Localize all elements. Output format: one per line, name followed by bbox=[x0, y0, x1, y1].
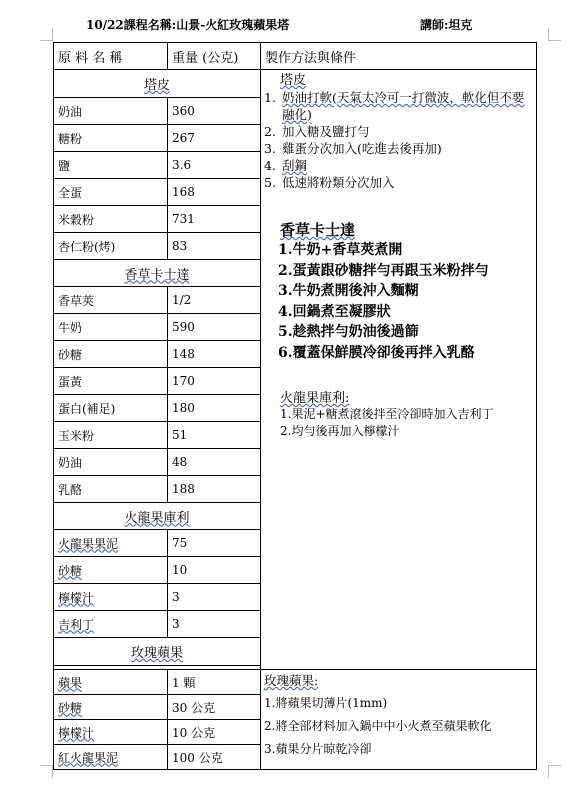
apple-step: 2.將全部材料加入鍋中中小火煮至蘋果軟化 bbox=[264, 719, 492, 733]
custard-step: 1.牛奶+香草莢煮開 bbox=[278, 242, 403, 258]
ingredient-name: 全蛋 bbox=[54, 179, 168, 206]
ingredient-name: 鹽 bbox=[54, 152, 168, 179]
recipe-table bbox=[53, 42, 537, 770]
crust-step: 5. 低速將粉類分次加入 bbox=[264, 175, 395, 190]
coulis-step: 2.均勻後再加入檸檬汁 bbox=[280, 424, 400, 438]
apple-title: 玫瑰蘋果: bbox=[264, 673, 319, 688]
section-title-custard: 香草卡士達 bbox=[54, 260, 261, 287]
ingredient-name: 乳酪 bbox=[54, 476, 168, 503]
apple-step: 3.蘋果分片晾乾冷卻 bbox=[264, 742, 372, 756]
ingredient-weight: 180 bbox=[168, 395, 261, 422]
crust-title: 塔皮 bbox=[280, 73, 307, 88]
margin-mark-bottom-right bbox=[548, 765, 561, 778]
ingredient-weight: 1 顆 bbox=[168, 670, 261, 695]
teacher-name: 講師:坦克 bbox=[420, 18, 473, 32]
custard-title: 香草卡士達 bbox=[280, 221, 356, 239]
ingredient-weight: 75 bbox=[168, 530, 261, 557]
ingredient-name: 砂糖 bbox=[54, 341, 168, 368]
crust-step: 1. 奶油打軟(天氣太冷可一打微波，軟化但不要融化) bbox=[264, 90, 525, 122]
ingredient-weight: 3.6 bbox=[168, 152, 261, 179]
crust-step: 3. 雞蛋分次加入(吃進去後再加) bbox=[264, 141, 442, 156]
apple-step: 1.將蘋果切薄片(1mm) bbox=[264, 696, 388, 710]
margin-mark-top-right bbox=[548, 28, 561, 41]
ingredient-name: 蘋果 bbox=[54, 670, 168, 695]
ingredient-weight: 30 公克 bbox=[168, 695, 261, 720]
margin-mark-bottom-left bbox=[40, 765, 53, 778]
ingredient-weight: 590 bbox=[168, 314, 261, 341]
ingredient-name: 香草莢 bbox=[54, 287, 168, 314]
custard-step: 3.牛奶煮開後沖入麵糊 bbox=[278, 283, 419, 299]
ingredient-name: 吉利丁 bbox=[54, 611, 168, 638]
ingredient-name: 檸檬汁 bbox=[54, 584, 168, 611]
section-title-rose-apple: 玫瑰蘋果 bbox=[54, 638, 261, 666]
ingredient-name: 玉米粉 bbox=[54, 422, 168, 449]
ingredient-name: 牛奶 bbox=[54, 314, 168, 341]
ingredient-name: 砂糖 bbox=[54, 557, 168, 584]
ingredient-name: 杏仁粉(烤) bbox=[54, 233, 168, 260]
ingredient-weight: 3 bbox=[168, 611, 261, 638]
custard-step: 4.回鍋煮至凝膠狀 bbox=[278, 303, 391, 320]
custard-step: 6.覆蓋保鮮膜冷卻後再拌入乳酪 bbox=[278, 344, 475, 361]
ingredient-weight: 3 bbox=[168, 584, 261, 611]
ingredient-weight: 170 bbox=[168, 368, 261, 395]
ingredient-name: 米穀粉 bbox=[54, 206, 168, 233]
ingredient-weight: 1/2 bbox=[168, 287, 261, 314]
ingredient-weight: 148 bbox=[168, 341, 261, 368]
ingredient-name: 糖粉 bbox=[54, 125, 168, 152]
coulis-step: 1.果泥+糖煮滾後拌至冷卻時加入吉利丁 bbox=[280, 407, 494, 421]
method-cell bbox=[261, 70, 537, 670]
ingredient-weight: 10 公克 bbox=[168, 720, 261, 745]
coulis-title: 火龍果庫利: bbox=[280, 391, 350, 406]
ingredient-weight: 731 bbox=[168, 206, 261, 233]
ingredient-name: 火龍果果泥 bbox=[54, 530, 168, 557]
ingredient-weight: 48 bbox=[168, 449, 261, 476]
ingredient-weight: 10 bbox=[168, 557, 261, 584]
ingredient-weight: 100 公克 bbox=[168, 745, 261, 770]
ingredient-weight: 360 bbox=[168, 98, 261, 125]
header-weight: 重量 (公克) bbox=[168, 43, 261, 70]
ingredient-name: 奶油 bbox=[54, 98, 168, 125]
apple-method-cell bbox=[261, 670, 537, 770]
ingredient-weight: 83 bbox=[168, 233, 261, 260]
ingredient-name: 砂糖 bbox=[54, 695, 168, 720]
ingredient-name: 奶油 bbox=[54, 449, 168, 476]
crust-step: 2. 加入糖及鹽打勻 bbox=[264, 124, 370, 139]
ingredient-weight: 168 bbox=[168, 179, 261, 206]
custard-step: 2.蛋黃跟砂糖拌勻再跟玉米粉拌勻 bbox=[278, 262, 489, 279]
header-method: 製作方法與條件 bbox=[261, 43, 537, 70]
ingredient-weight: 267 bbox=[168, 125, 261, 152]
course-title: 10/22課程名稱:山景-火紅玫瑰蘋果塔 bbox=[86, 18, 290, 32]
section-title-coulis: 火龍果庫利 bbox=[54, 503, 261, 530]
ingredient-weight: 51 bbox=[168, 422, 261, 449]
section-title-crust: 塔皮 bbox=[54, 70, 261, 98]
crust-step: 4. 刮鋼 bbox=[264, 158, 308, 173]
margin-mark-top-left bbox=[40, 28, 53, 41]
ingredient-name: 蛋黃 bbox=[54, 368, 168, 395]
header-ingredient: 原 料 名 稱 bbox=[54, 43, 168, 70]
ingredient-weight: 188 bbox=[168, 476, 261, 503]
ingredient-name: 蛋白(補足) bbox=[54, 395, 168, 422]
custard-step: 5.趁熱拌勻奶油後過篩 bbox=[278, 324, 419, 340]
ingredient-name: 紅火龍果泥 bbox=[54, 745, 168, 770]
ingredient-name: 檸檬汁 bbox=[54, 720, 168, 745]
